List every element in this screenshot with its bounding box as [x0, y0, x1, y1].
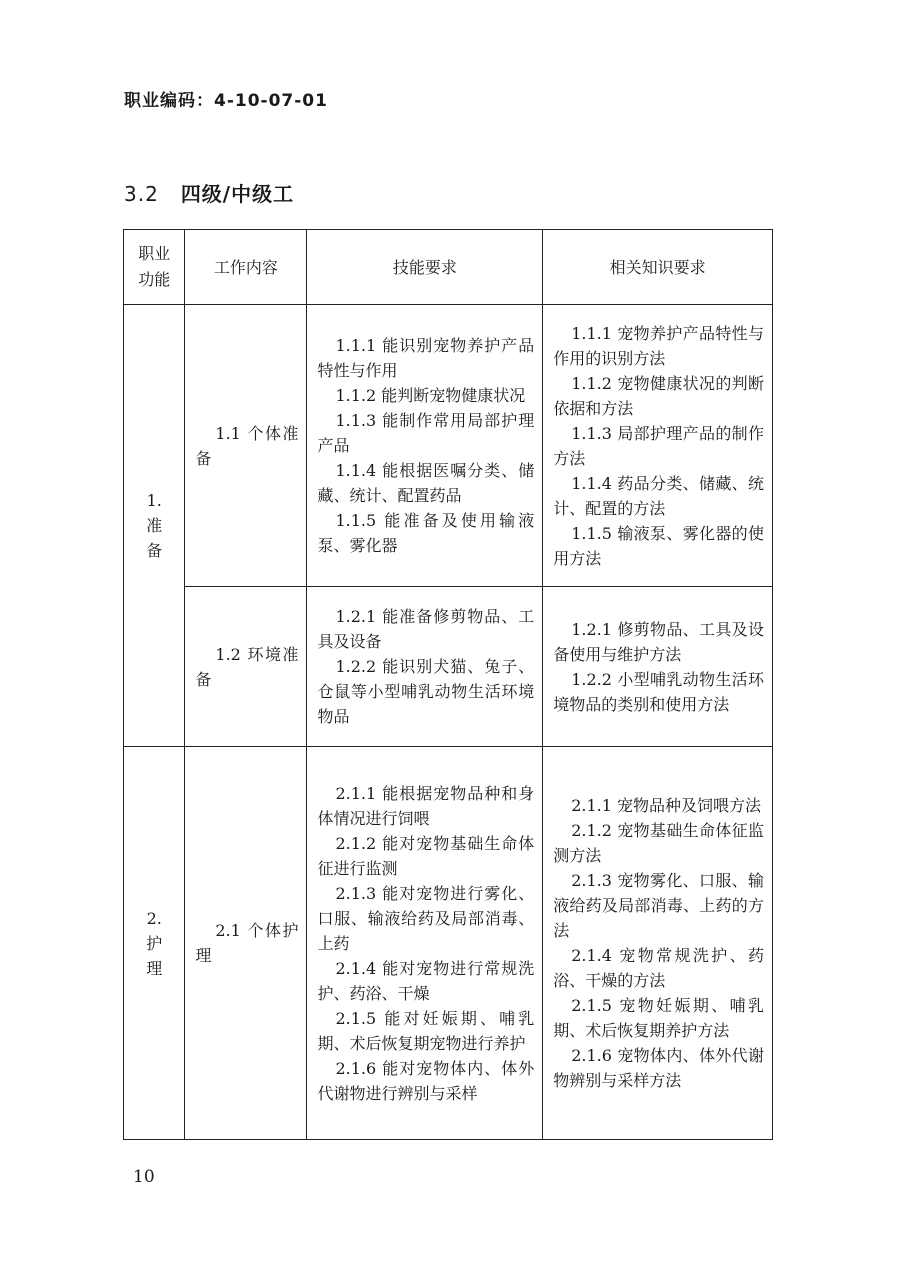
knowledge-item: 1.1.2 宠物健康状况的判断依据和方法	[553, 373, 764, 418]
skill-item: 1.2.2 能识别犬猫、兔子、仓鼠等小型哺乳动物生活环境物品	[317, 657, 535, 726]
skill-item: 2.1.6 能对宠物体内、体外代谢物进行辨别与采样	[317, 1058, 535, 1103]
function-char: 备	[146, 541, 163, 560]
skill-item: 1.1.2 能判断宠物健康状况	[335, 386, 526, 405]
knowledge-item: 2.1.4 宠物常规洗护、药浴、干燥的方法	[553, 946, 764, 990]
skill-cell	[307, 747, 543, 1140]
skill-item: 2.1.5 能对妊娠期、哺乳期、术后恢复期宠物进行养护	[317, 1008, 535, 1053]
skill-item: 1.1.3 能制作常用局部护理产品	[317, 411, 535, 455]
function-char: 理	[146, 958, 163, 978]
header-function	[124, 230, 185, 305]
work-content-text: 1.1 个体准备	[195, 423, 299, 468]
skill-item: 2.1.4 能对宠物进行常规洗护、药浴、干燥	[317, 958, 535, 1003]
table-row	[124, 747, 773, 1140]
section-title: 四级/中级工	[180, 182, 295, 206]
table-row	[124, 305, 773, 587]
knowledge-item: 1.1.5 输液泵、雾化器的使用方法	[553, 523, 764, 568]
skill-item: 1.1.4 能根据医嘱分类、储藏、统计、配置药品	[317, 461, 535, 505]
knowledge-cell	[543, 587, 773, 747]
occupation-code: 职业编码：4-10-07-01	[124, 91, 328, 111]
knowledge-item: 1.1.3 局部护理产品的制作方法	[553, 423, 764, 468]
skill-item: 2.1.2 能对宠物基础生命体征进行监测	[317, 833, 535, 878]
work-content-text: 1.2 环境准备	[195, 644, 299, 689]
knowledge-cell	[543, 747, 773, 1140]
function-cell-prepare	[124, 305, 185, 747]
header-function-line1: 职业	[138, 244, 171, 263]
function-char: 护	[146, 933, 163, 953]
section-number: 3.2	[124, 182, 159, 206]
knowledge-item: 2.1.5 宠物妊娠期、哺乳期、术后恢复期养护方法	[553, 996, 764, 1040]
page-number: 10	[133, 1167, 155, 1187]
section-heading	[124, 178, 294, 207]
header-knowledge-requirements: 相关知识要求	[543, 230, 773, 305]
knowledge-item: 1.2.2 小型哺乳动物生活环境物品的类别和使用方法	[553, 669, 764, 714]
skill-item: 2.1.3 能对宠物进行雾化、口服、输液给药及局部消毒、上药	[317, 883, 535, 953]
function-number: 2.	[146, 908, 162, 928]
knowledge-cell	[543, 305, 773, 587]
skill-cell	[307, 587, 543, 747]
skill-item: 1.1.5 能准备及使用输液泵、雾化器	[317, 511, 535, 555]
knowledge-item: 2.1.3 宠物雾化、口服、输液给药及局部消毒、上药的方法	[553, 871, 764, 940]
function-cell-care	[124, 747, 185, 1140]
knowledge-item: 1.1.4 药品分类、储藏、统计、配置的方法	[553, 473, 764, 518]
skill-cell	[307, 305, 543, 587]
header-function-line2: 功能	[138, 270, 171, 289]
knowledge-item: 2.1.1 宠物品种及饲喂方法	[571, 796, 762, 815]
knowledge-item: 1.2.1 修剪物品、工具及设备使用与维护方法	[553, 619, 764, 664]
skill-item: 1.2.1 能准备修剪物品、工具及设备	[317, 607, 535, 651]
table-header-row	[124, 230, 773, 305]
work-content-cell	[185, 587, 307, 747]
table-row	[124, 587, 773, 747]
function-number: 1.	[146, 491, 162, 510]
header-skill-requirements: 技能要求	[307, 230, 543, 305]
knowledge-item: 2.1.6 宠物体内、体外代谢物辨别与采样方法	[553, 1046, 764, 1090]
skill-item: 2.1.1 能根据宠物品种和身体情况进行饲喂	[317, 783, 535, 828]
work-content-cell	[185, 305, 307, 587]
work-content-cell	[185, 747, 307, 1140]
header-work-content: 工作内容	[185, 230, 307, 305]
skill-item: 1.1.1 能识别宠物养护产品特性与作用	[317, 336, 535, 380]
knowledge-item: 2.1.2 宠物基础生命体征监测方法	[553, 821, 764, 865]
knowledge-item: 1.1.1 宠物养护产品特性与作用的识别方法	[553, 323, 764, 368]
skills-table	[123, 229, 773, 1140]
function-char: 准	[146, 516, 163, 535]
work-content-text: 2.1 个体护理	[195, 921, 299, 965]
